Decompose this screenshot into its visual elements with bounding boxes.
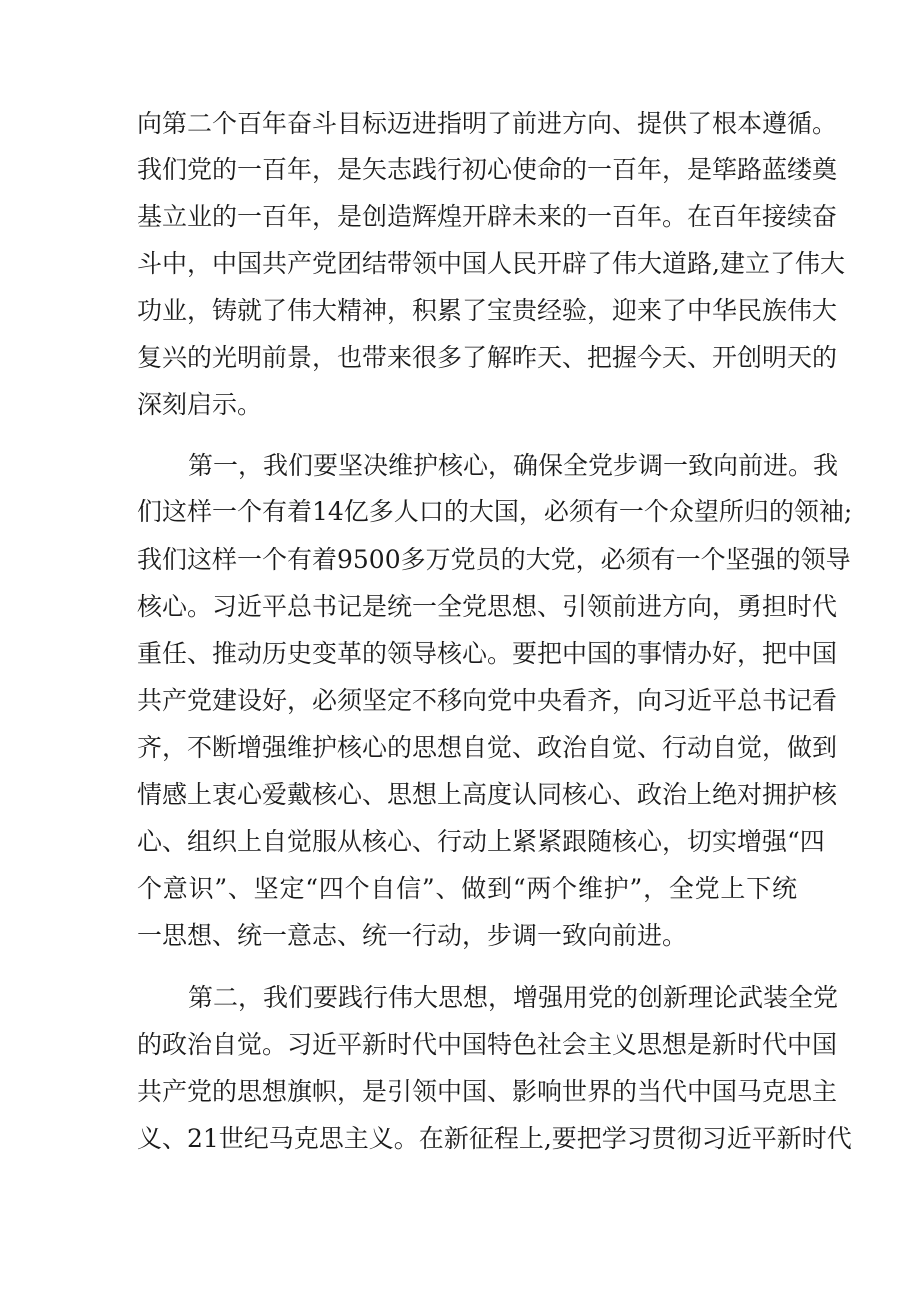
text-line: 斗中，中国共产党团结带领中国人民开辟了伟大道路,建立了伟大 (137, 249, 845, 278)
text-line: 共产党建设好，必须坚定不移向党中央看齐，向习近平总书记看 (137, 686, 838, 715)
text-line: 我们这样一个有着9500多万党员的大党，必须有一个坚强的领导 (137, 545, 851, 574)
text-line: 第二，我们要践行伟大思想，增强用党的创新理论武装全党 (188, 983, 839, 1012)
text-line: 齐，不断增强维护核心的思想自觉、政治自觉、行动自觉，做到 (137, 733, 838, 762)
text-line: 向第二个百年奋斗目标迈进指明了前进方向、提供了根本遵循。 (137, 109, 838, 138)
text-line: 个意识”、坚定“四个自信”、做到“两个维护”，全党上下统 (137, 874, 797, 903)
text-line: 义、21世纪马克思主义。在新征程上,要把学习贯彻习近平新时代 (137, 1124, 852, 1153)
text-line: 深刻启示。 (137, 390, 263, 419)
text-line: 们这样一个有着14亿多人口的大国，必须有一个众望所归的领袖; (137, 497, 853, 526)
text-line: 重任、推动历史变革的领导核心。要把中国的事情办好，把中国 (137, 639, 838, 668)
text-line: 共产党的思想旗帜，是引领中国、影响世界的当代中国马克思主 (137, 1077, 838, 1106)
text-line: 功业，铸就了伟大精神，积累了宝贵经验，迎来了中华民族伟大 (137, 296, 838, 325)
text-line: 第一，我们要坚决维护核心，确保全党步调一致向前进。我 (188, 451, 839, 480)
text-line: 复兴的光明前景，也带来很多了解昨天、把握今天、开创明天的 (137, 343, 838, 372)
text-line: 情感上衷心爱戴核心、思想上高度认同核心、政治上绝对拥护核 (137, 780, 838, 809)
text-line: 的政治自觉。习近平新时代中国特色社会主义思想是新时代中国 (137, 1030, 838, 1059)
text-line: 核心。习近平总书记是统一全党思想、引领前进方向，勇担时代 (137, 592, 838, 621)
text-line: 基立业的一百年，是创造辉煌开辟未来的一百年。在百年接续奋 (137, 202, 838, 231)
text-line: 我们党的一百年，是矢志践行初心使命的一百年，是筚路蓝缕奠 (137, 155, 838, 184)
text-line: 一思想、统一意志、统一行动，步调一致向前进。 (137, 921, 688, 950)
text-line: 心、组织上自觉服从核心、行动上紧紧跟随核心，切实增强“四 (137, 827, 825, 856)
